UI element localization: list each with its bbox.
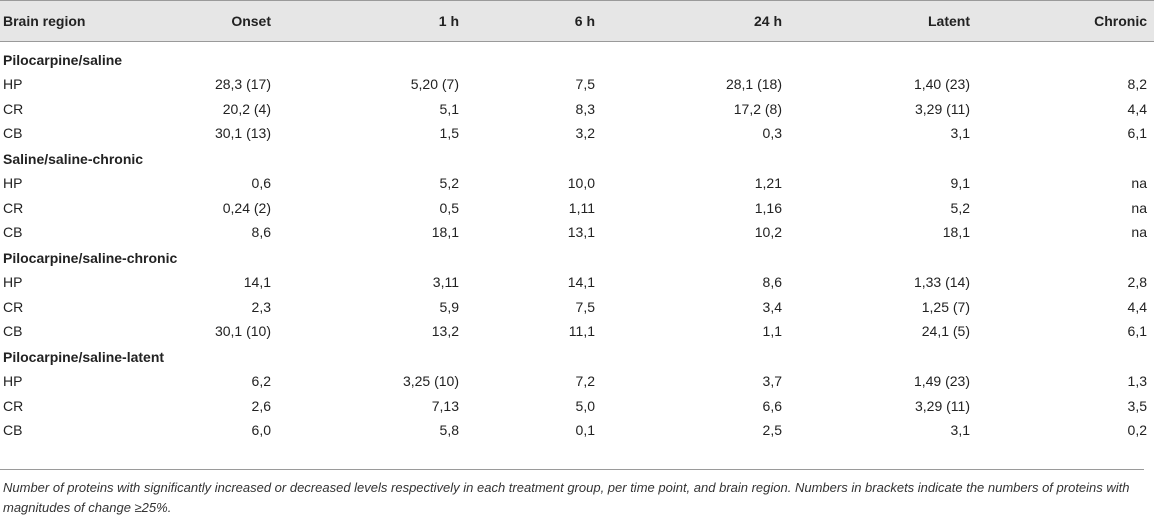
- header-latent: Latent: [928, 13, 970, 29]
- group-row: [0, 47, 1154, 73]
- table-cell: 2,5: [762, 422, 782, 439]
- table-cell: 2,3: [251, 298, 271, 315]
- table-row: [0, 369, 1154, 394]
- table-cell: 14,1: [567, 274, 595, 291]
- table-cell: 3,1: [950, 422, 970, 439]
- header-chronic: Chronic: [1094, 13, 1147, 29]
- table-row: [0, 319, 1154, 344]
- table-cell: 18,1: [431, 224, 459, 241]
- row-region-cell: CB: [3, 224, 23, 241]
- table-cell: 6,0: [251, 422, 271, 439]
- row-region-cell: CR: [3, 397, 24, 414]
- table-cell: 7,2: [575, 373, 595, 390]
- table-cell: 14,1: [243, 274, 271, 291]
- table-row: [0, 270, 1154, 295]
- header-24h: 24 h: [753, 13, 782, 29]
- table-cell: 5,8: [439, 422, 459, 439]
- group-title: Pilocarpine/saline: [3, 52, 123, 69]
- table-cell: 3,29 (11): [915, 397, 970, 414]
- table-row: [0, 196, 1154, 221]
- table-cell: 6,1: [1127, 125, 1147, 142]
- table-cell: 20,2 (4): [222, 100, 271, 117]
- table-cell: 8,6: [251, 224, 271, 241]
- table-cell: 7,5: [575, 298, 595, 315]
- table-cell: 13,1: [567, 224, 595, 241]
- table-row: [0, 394, 1154, 419]
- table-cell: 8,3: [575, 100, 595, 117]
- table-body: [0, 42, 1154, 443]
- table-cell: 8,6: [762, 274, 782, 291]
- table-cell: 1,49 (23): [913, 373, 970, 390]
- header-row: [0, 1, 1154, 42]
- table-cell: 3,2: [575, 125, 595, 142]
- table-row: [0, 418, 1154, 443]
- table-cell: 4,4: [1127, 298, 1147, 315]
- table-cell: 1,16: [754, 199, 782, 216]
- group-title: Pilocarpine/saline-chronic: [3, 250, 178, 267]
- table-cell: 0,3: [762, 125, 782, 142]
- table-cell: 13,2: [431, 323, 459, 340]
- table-cell: na: [1131, 199, 1147, 216]
- table-cell: 7,5: [575, 76, 595, 93]
- group-row: [0, 245, 1154, 271]
- table-cell: 3,5: [1127, 397, 1147, 414]
- table-cell: 1,3: [1127, 373, 1147, 390]
- table-cell: 5,2: [439, 175, 459, 192]
- row-region-cell: CB: [3, 422, 23, 439]
- row-region-cell: HP: [3, 175, 23, 192]
- row-region-cell: CR: [3, 298, 24, 315]
- row-region-cell: CR: [3, 100, 24, 117]
- table-cell: 18,1: [942, 224, 970, 241]
- table-cell: 9,1: [950, 175, 970, 192]
- table-cell: 7,13: [431, 397, 459, 414]
- table-cell: 5,1: [439, 100, 459, 117]
- table-header: [0, 1, 1154, 42]
- table-row: [0, 171, 1154, 196]
- table-cell: na: [1131, 175, 1147, 192]
- table-row: [0, 97, 1154, 122]
- table-cell: 2,6: [251, 397, 271, 414]
- table-cell: 30,1 (10): [214, 323, 271, 340]
- table-cell: 1,5: [439, 125, 459, 142]
- table-cell: 3,25 (10): [402, 373, 459, 390]
- table-cell: 1,25 (7): [921, 298, 970, 315]
- group-row: [0, 344, 1154, 370]
- table-cell: na: [1131, 224, 1147, 241]
- table-cell: 0,5: [439, 199, 459, 216]
- table-cell: 3,1: [950, 125, 970, 142]
- table-cell: 3,29 (11): [915, 100, 970, 117]
- table-cell: 10,0: [567, 175, 595, 192]
- table-cell: 3,7: [762, 373, 782, 390]
- row-region-cell: HP: [3, 76, 23, 93]
- table-cell: 10,2: [754, 224, 782, 241]
- table-cell: 6,6: [762, 397, 782, 414]
- table-cell: 24,1 (5): [921, 323, 970, 340]
- table-row: [0, 220, 1154, 245]
- table-cell: 5,9: [439, 298, 459, 315]
- table-cell: 0,2: [1127, 422, 1147, 439]
- table-cell: 17,2 (8): [733, 100, 782, 117]
- table-cell: 5,20 (7): [410, 76, 459, 93]
- table-cell: 1,40 (23): [913, 76, 970, 93]
- row-region-cell: HP: [3, 373, 23, 390]
- table-cell: 6,1: [1127, 323, 1147, 340]
- row-region-cell: CR: [3, 199, 24, 216]
- group-title: Pilocarpine/saline-latent: [3, 349, 165, 366]
- header-brain-region: Brain region: [3, 13, 86, 29]
- table-cell: 2,8: [1127, 274, 1147, 291]
- table-cell: 11,1: [568, 323, 595, 340]
- table-cell: 1,21: [754, 175, 782, 192]
- table-cell: 4,4: [1127, 100, 1147, 117]
- table-cell: 1,11: [568, 199, 595, 216]
- header-6h: 6 h: [574, 13, 595, 29]
- row-region-cell: CB: [3, 323, 23, 340]
- table-cell: 0,1: [575, 422, 595, 439]
- row-region-cell: CB: [3, 125, 23, 142]
- table-cell: 0,24 (2): [222, 199, 271, 216]
- table-cell: 0,6: [251, 175, 271, 192]
- table-cell: 5,0: [575, 397, 595, 414]
- table-cell: 1,33 (14): [913, 274, 970, 291]
- table-cell: 8,2: [1127, 76, 1147, 93]
- table-bottom-rule: [0, 469, 1144, 470]
- table-cell: 5,2: [950, 199, 970, 216]
- header-onset: Onset: [231, 13, 271, 29]
- table-cell: 1,1: [762, 323, 782, 340]
- row-region-cell: HP: [3, 274, 23, 291]
- header-1h: 1 h: [438, 13, 459, 29]
- table-cell: 3,11: [432, 274, 459, 291]
- table-cell: 28,3 (17): [214, 76, 271, 93]
- group-title: Saline/saline-chronic: [3, 151, 144, 168]
- table-cell: 6,2: [251, 373, 271, 390]
- group-row: [0, 146, 1154, 172]
- table-cell: 3,4: [762, 298, 782, 315]
- table-cell: 28,1 (18): [725, 76, 782, 93]
- table-row: [0, 121, 1154, 146]
- table-row: [0, 295, 1154, 320]
- table-cell: 30,1 (13): [214, 125, 271, 142]
- table-footnote: Number of proteins with significantly increased or decreased levels respectively in each treatment group, per time point, and brain region. Numbers in brackets indicate the numbers of proteins with magnitudes of change ≥25%.: [3, 480, 1130, 515]
- table-row: [0, 72, 1154, 97]
